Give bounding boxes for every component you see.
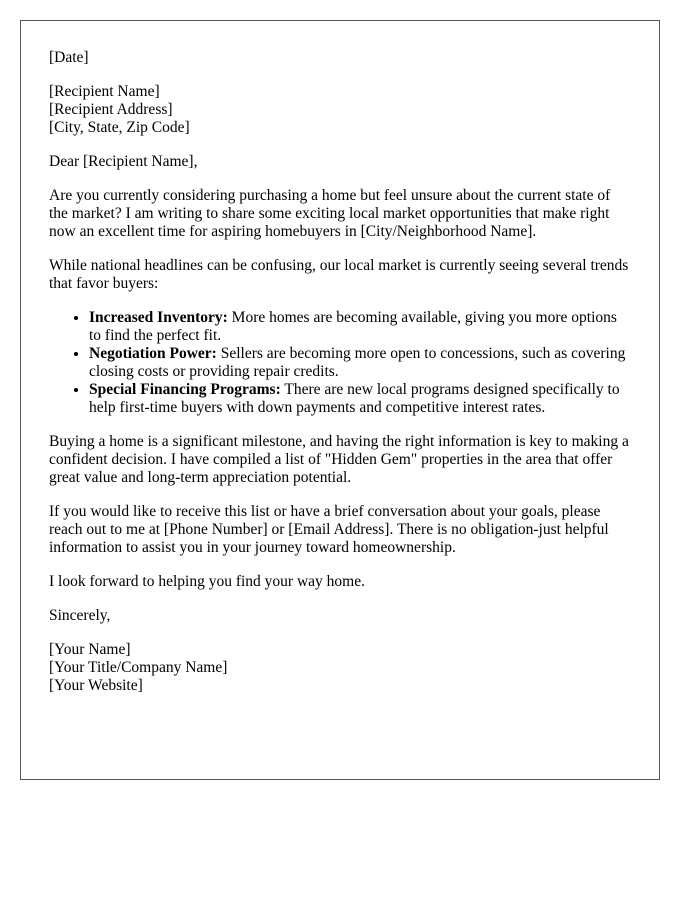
date-text: [Date] (49, 49, 89, 66)
trends-list (49, 309, 631, 417)
milestone-paragraph: Buying a home is a significant milestone, and having the right information is key to making a confident decision. I have compiled a list of "Hidden Gem" properties in the area that offer great value and long-term appreciation potential. (49, 433, 629, 486)
date-block (49, 49, 631, 67)
trends-intro-paragraph: While national headlines can be confusing, our local market is currently seeing several trends that favor buyers: (49, 257, 629, 292)
signature-name: [Your Name] (49, 641, 131, 658)
recipient-block (49, 83, 631, 137)
trend-title: Increased Inventory: (89, 309, 228, 326)
trend-text: Sellers are becoming more open to concessions, such as covering closing costs or providing repair credits. (89, 345, 626, 380)
contact-paragraph: If you would like to receive this list or have a brief conversation about your goals, please reach out to me at [Phone Number] or [Email Address]. There is no obligation-just helpful information to assist you in your journey toward homeownership. (49, 503, 609, 556)
sign-off: Sincerely, (49, 607, 111, 624)
closing-line: I look forward to helping you find your way home. (49, 573, 365, 590)
trend-text: More homes are becoming available, giving you more options to find the perfect fit. (89, 309, 617, 344)
intro-paragraph: Are you currently considering purchasing a home but feel unsure about the current state of the market? I am writing to share some exciting local market opportunities that make right now an excellent time for aspiring homebuyers in [City/Neighborhood Name]. (49, 187, 611, 240)
salutation: Dear [Recipient Name], (49, 153, 198, 170)
list-item (89, 345, 631, 381)
signature-website: [Your Website] (49, 677, 143, 694)
trend-title: Special Financing Programs: (89, 381, 281, 398)
list-item (89, 381, 631, 417)
list-item (89, 309, 631, 345)
signature-title-company: [Your Title/Company Name] (49, 659, 228, 676)
signature-block (49, 641, 631, 695)
trend-title: Negotiation Power: (89, 345, 217, 362)
letter-page (20, 20, 660, 780)
trend-text: There are new local programs designed specifically to help first-time buyers with down payments and competitive interest rates. (89, 381, 620, 416)
recipient-address: [Recipient Address] (49, 101, 173, 118)
recipient-name: [Recipient Name] (49, 83, 160, 100)
recipient-city-state-zip: [City, State, Zip Code] (49, 119, 190, 136)
